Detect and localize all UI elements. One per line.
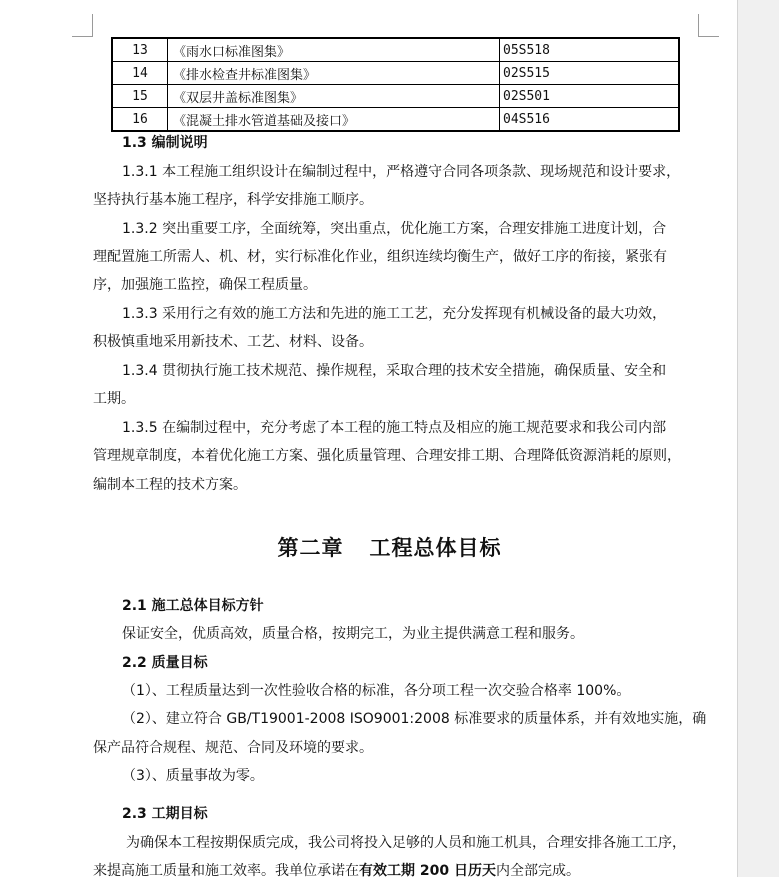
section-heading-1-3: 1.3 编制说明 (122, 135, 208, 151)
paragraph-line: 编制本工程的技术方案。 (93, 477, 247, 493)
page-margin-area (737, 0, 779, 877)
standard-code: 04S516 (500, 108, 680, 132)
paragraph-text: 来提高施工质量和施工效率。我单位承诺在 (93, 863, 359, 879)
paragraph-line: 1.3.4 贯彻执行施工技术规范、操作规程，采取合理的技术安全措施，确保质量、安全和 (122, 363, 667, 379)
paragraph-line: 工期。 (93, 391, 135, 407)
paragraph-line: 1.3.2 突出重要工序，全面统筹，突出重点，优化施工方案，合理安排施工进度计划，合 (122, 221, 667, 237)
margin-corner-mark-right (698, 14, 719, 37)
paragraph-line: 坚持执行基本施工程序，科学安排施工顺序。 (93, 192, 373, 208)
paragraph-line: 1.3.5 在编制过程中，充分考虑了本工程的施工特点及相应的施工规范要求和我公司内部 (122, 420, 667, 436)
paragraph-line: 1.3.3 采用行之有效的施工方法和先进的施工工艺，充分发挥现有机械设备的最大功效， (122, 306, 667, 322)
paragraph-line: （3）、质量事故为零。 (122, 768, 264, 784)
table-row (112, 38, 679, 62)
paragraph-line (93, 861, 580, 881)
paragraph-line: 保证安全，优质高效，质量合格，按期完工，为业主提供满意工程和服务。 (122, 626, 584, 642)
standard-code: 02S515 (500, 62, 680, 85)
row-number: 14 (112, 62, 168, 85)
margin-corner-mark-left (72, 14, 93, 37)
paragraph-line: （2）、建立符合 GB/T19001-2008 ISO9001:2008 标准要求的质量体系，并有效地实施，确 (122, 711, 707, 727)
standard-code: 05S518 (500, 38, 680, 62)
chapter-number: 第二章 (277, 535, 344, 560)
paragraph-line: 理配置施工所需人、机、材，实行标准化作业，组织连续均衡生产，做好工序的衔接，紧张有 (93, 249, 667, 265)
paragraph-line: 管理规章制度，本着优化施工方案、强化质量管理、合理安排工期、合理降低资源消耗的原则， (93, 448, 681, 464)
chapter-name: 工程总体目标 (369, 535, 502, 560)
standard-name: 《双层井盖标准图集》 (168, 85, 500, 108)
section-heading-2-3: 2.3 工期目标 (122, 806, 208, 822)
emphasized-duration: 有效工期 200 日历天 (359, 863, 496, 879)
standard-name: 《雨水口标准图集》 (168, 38, 500, 62)
row-number: 13 (112, 38, 168, 62)
standard-name: 《排水检查井标准图集》 (168, 62, 500, 85)
paragraph-text: 内全部完成。 (495, 863, 580, 879)
standard-name: 《混凝土排水管道基础及接口》 (168, 108, 500, 132)
section-heading-2-2: 2.2 质量目标 (122, 655, 208, 671)
chapter-title (0, 534, 779, 562)
table-row (112, 108, 679, 132)
row-number: 16 (112, 108, 168, 132)
paragraph-line: 保产品符合规程、规范、合同及环境的要求。 (93, 740, 373, 756)
paragraph-line: 1.3.1 本工程施工组织设计在编制过程中，严格遵守合同各项条款、现场规范和设计要求， (122, 164, 681, 180)
paragraph-line: 积极慎重地采用新技术、工艺、材料、设备。 (93, 334, 373, 350)
paragraph-line: （1）、工程质量达到一次性验收合格的标准，各分项工程一次交验合格率 100%。 (122, 683, 631, 699)
row-number: 15 (112, 85, 168, 108)
table-row (112, 62, 679, 85)
standard-code: 02S501 (500, 85, 680, 108)
section-heading-2-1: 2.1 施工总体目标方针 (122, 598, 264, 614)
reference-standards-table (111, 37, 680, 132)
table-row (112, 85, 679, 108)
paragraph-line: 序，加强施工监控，确保工程质量。 (93, 277, 317, 293)
paragraph-line: 为确保本工程按期保质完成，我公司将投入足够的人员和施工机具，合理安排各施工工序， (126, 835, 686, 851)
